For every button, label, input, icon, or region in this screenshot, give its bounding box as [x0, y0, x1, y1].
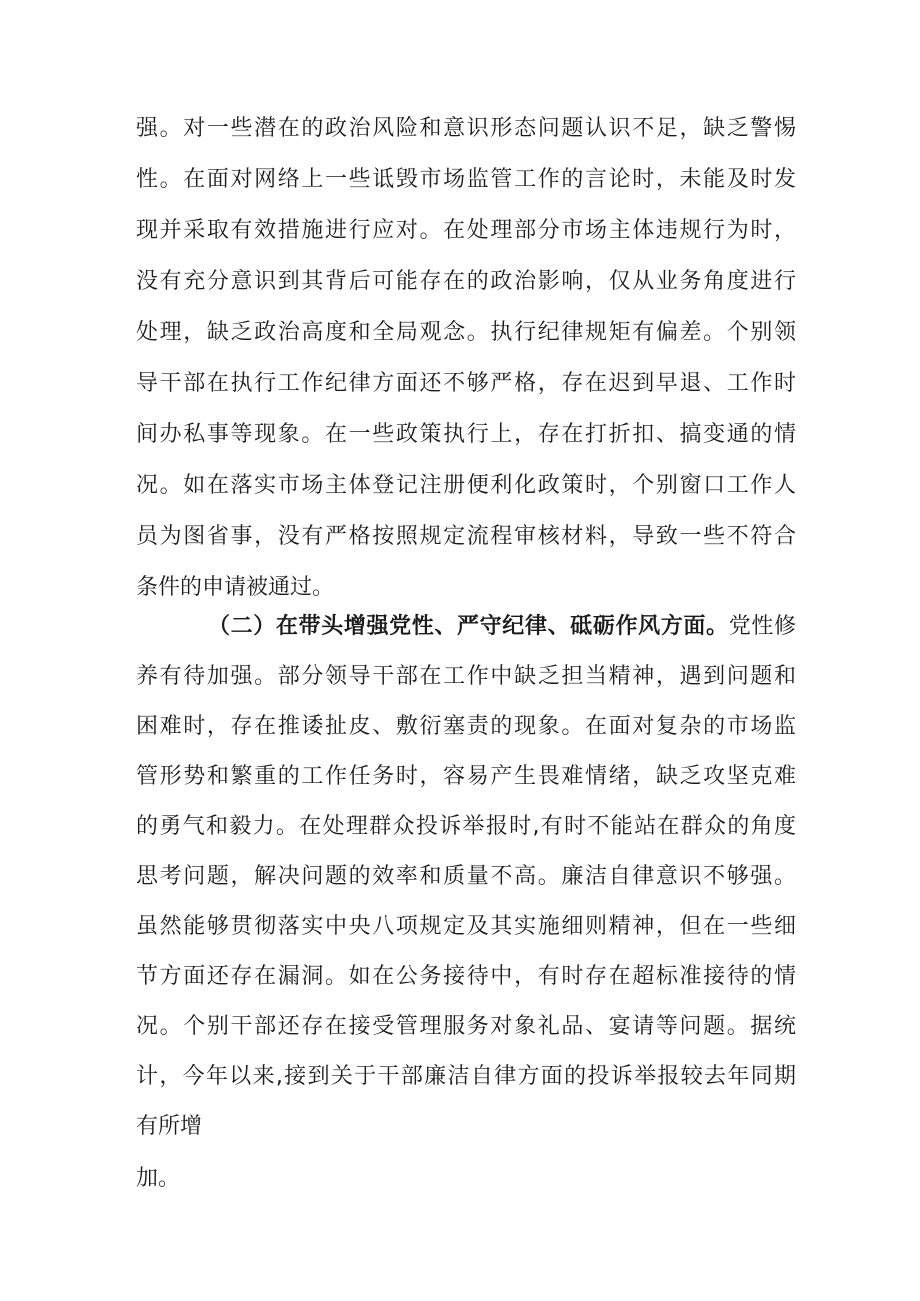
- paragraph-1-line-1: 强。对一些潜在的政治风险和意识形态问题认识不足，缺乏警惕: [136, 116, 796, 141]
- paragraph-2-line-8: 况。个别干部还存在接受管理服务对象礼品、宴请等问题。据统: [136, 1014, 796, 1039]
- paragraph-1-line-3: 现并采取有效措施进行应对。在处理部分市场主体违规行为时，: [136, 218, 796, 243]
- paragraph-1-line-5: 处理，缺乏政治高度和全局观念。执行纪律规矩有偏差。个别领: [136, 320, 796, 345]
- paragraph-1-line-8: 况。如在落实市场主体登记注册便利化政策时，个别窗口工作人: [136, 473, 796, 498]
- paragraph-2-line-11: 加。: [136, 1166, 181, 1191]
- paragraph-2-line-3: 管形势和繁重的工作任务时，容易产生畏难情绪，缺乏攻坚克难: [136, 764, 796, 789]
- paragraph-2-line-9: 计，今年以来,接到关于干部廉洁自律方面的投诉举报较去年同期: [136, 1064, 796, 1089]
- paragraph-2-line-2: 困难时，存在推诿扯皮、敷衍塞责的现象。在面对复杂的市场监: [136, 714, 796, 739]
- paragraph-1-line-10: 条件的申请被通过。: [136, 575, 335, 600]
- paragraph-2-line-6: 虽然能够贯彻落实中央八项规定及其实施细则精神，但在一些细: [136, 914, 796, 939]
- paragraph-1-line-4: 没有充分意识到其背后可能存在的政治影响，仅从业务角度进行: [136, 269, 796, 294]
- section-2-heading-tail: 党性修: [728, 614, 796, 639]
- section-2-heading-line: [208, 607, 796, 647]
- paragraph-1-line-7: 间办私事等现象。在一些政策执行上，存在打折扣、搞变通的情: [136, 422, 796, 447]
- paragraph-1-line-6: 导干部在执行工作纪律方面还不够严格，存在迟到早退、工作时: [136, 371, 796, 396]
- paragraph-1-line-2: 性。在面对网络上一些诋毁市场监管工作的言论时，未能及时发: [136, 167, 796, 192]
- paragraph-2-line-7: 节方面还存在漏洞。如在公务接待中，有时存在超标准接待的情: [136, 964, 796, 989]
- paragraph-2-line-1: 养有待加强。部分领导干部在工作中缺乏担当精神，遇到问题和: [136, 664, 796, 689]
- section-2-heading: （二）在带头增强党性、严守纪律、砥砺作风方面。: [208, 614, 729, 639]
- paragraph-2-line-4: 的勇气和毅力。在处理群众投诉举报时,有时不能站在群众的角度: [136, 814, 796, 839]
- paragraph-2-line-10: 有所增: [136, 1114, 203, 1139]
- paragraph-2-line-5: 思考问题，解决问题的效率和质量不高。廉洁自律意识不够强。: [136, 864, 796, 889]
- paragraph-1-line-9: 员为图省事，没有严格按照规定流程审核材料，导致一些不符合: [136, 524, 796, 549]
